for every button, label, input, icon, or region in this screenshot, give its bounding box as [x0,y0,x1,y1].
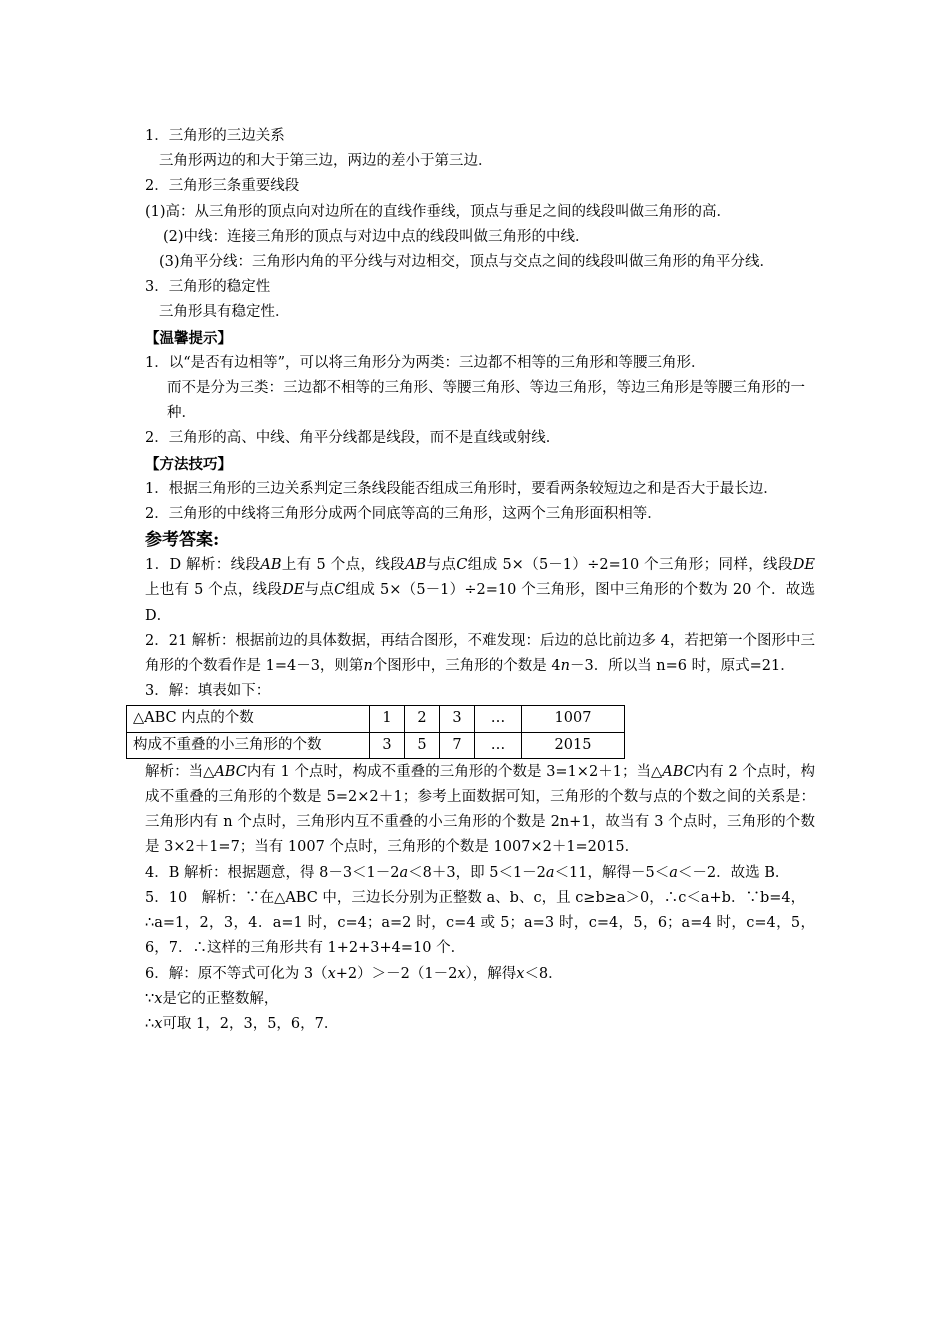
method-item-1: 1．根据三角形的三边关系判定三条线段能否组成三角形时，要看两条较短边之和是否大于最长边． [145,480,778,497]
method-item-2: 2．三角形的中线将三角形分成两个同底等高的三角形，这两个三角形面积相等． [145,506,662,523]
section-3-title: 3．三角形的稳定性 [145,279,271,296]
answer-6-line-2: ∵x是它的正整数解， [145,990,279,1007]
answers-heading: 参考答案: [145,530,220,551]
tips-item-1-continued: 而不是分为三类：三边都不相等的三角形、等腰三角形、等边三角形，等边三角形是等腰三角形的一种． [167,380,805,422]
table-cell: 构成不重叠的小三角形的个数 [127,732,370,758]
table-cell: 7 [440,732,475,758]
answer-1: 1．D 解析：线段AB上有 5 个点，线段AB与点C组成 5×（5－1）÷2=10 个三角形；同样，线段DE上也有 5 个点，线段DE与点C组成 5×（5－1）÷2=10 个三角形，图中三角形的个数为 20 个．故选 D． [145,557,816,624]
answer-5-line-1: 5．10 解析：∵在△ABC 中，三边长分别为正整数 a、b、c，且 c≥b≥a＞0，∴c＜a+b．∵b=4， [145,889,806,906]
answer-3-table [126,705,625,758]
answer-6-line-1: 6．解：原不等式可化为 3（x+2）＞－2（1－2x），解得x＜8． [145,965,563,982]
table-cell: △ABC 内点的个数 [127,706,370,732]
table-row [127,732,625,758]
table-cell: 2015 [522,732,625,758]
section-1-body: 三角形两边的和大于第三边，两边的差小于第三边． [159,153,493,170]
table-cell: 3 [370,732,405,758]
section-1-title: 1．三角形的三边关系 [145,128,285,144]
table-cell: 3 [440,706,475,732]
table-cell: 2 [405,706,440,732]
table-cell: 5 [405,732,440,758]
table-row [127,706,625,732]
answer-2: 2．21 解析：根据前边的具体数据，再结合图形，不难发现：后边的总比前边多 4，若把第一个图形中三角形的个数看作是 1=4－3，则第n个图形中，三角形的个数是 4n－3．所以当 n=6 时，原式=21． [145,632,815,675]
section-2-bisector: (3)角平分线：三角形内角的平分线与对边相交，顶点与交点之间的线段叫做三角形的角平分线． [159,254,775,271]
answer-6-line-3: ∴x可取 1，2，3，5，6，7． [145,1015,339,1032]
tips-heading: 【温馨提示】 [145,329,232,347]
table-cell: 1 [370,706,405,732]
table-cell: … [475,732,522,758]
table-cell: 1007 [522,706,625,732]
table-cell: … [475,706,522,732]
tips-item-2: 2．三角形的高、中线、角平分线都是线段，而不是直线或射线． [145,430,561,447]
method-heading: 【方法技巧】 [145,455,232,473]
document-body [133,124,816,1037]
answer-3-intro: 3．解：填表如下： [145,683,271,700]
section-2-median: (2)中线：连接三角形的顶点与对边中点的线段叫做三角形的中线． [163,228,590,245]
answer-3-explanation: 解析：当△ABC内有 1 个点时，构成不重叠的三角形的个数是 3=1×2＋1；当△ABC内有 2 个点时，构成不重叠的三角形的个数是 5=2×2＋1；参考上面数据可知，三角形的个数与点的个数之间的关系是：三角形内有 n 个点时，三角形内互不重叠的小三角形的个数是 2n+1，故当有 3 个点时，三角形的个数是 3×2＋1=7；当有 1007 个点时，三角形的个数是 1007×2＋1=2015． [145,763,815,856]
section-2-height: (1)高：从三角形的顶点向对边所在的直线作垂线，顶点与垂足之间的线段叫做三角形的高． [145,203,732,220]
tips-item-1: 1．以“是否有边相等”，可以将三角形分为两类：三边都不相等的三角形和等腰三角形． [145,354,706,371]
section-2-title: 2．三角形三条重要线段 [145,178,300,195]
answer-5-line-2: ∴a=1，2，3，4．a=1 时，c=4；a=2 时，c=4 或 5；a=3 时，c=4，5，6；a=4 时，c=4，5，6，7．∴这样的三角形共有 1+2+3+4=10 个． [145,915,815,957]
section-3-body: 三角形具有稳定性． [159,304,290,321]
answer-4: 4．B 解析：根据题意，得 8－3＜1－2a＜8＋3，即 5＜1－2a＜11，解得－5＜a＜－2．故选 B． [145,864,790,881]
